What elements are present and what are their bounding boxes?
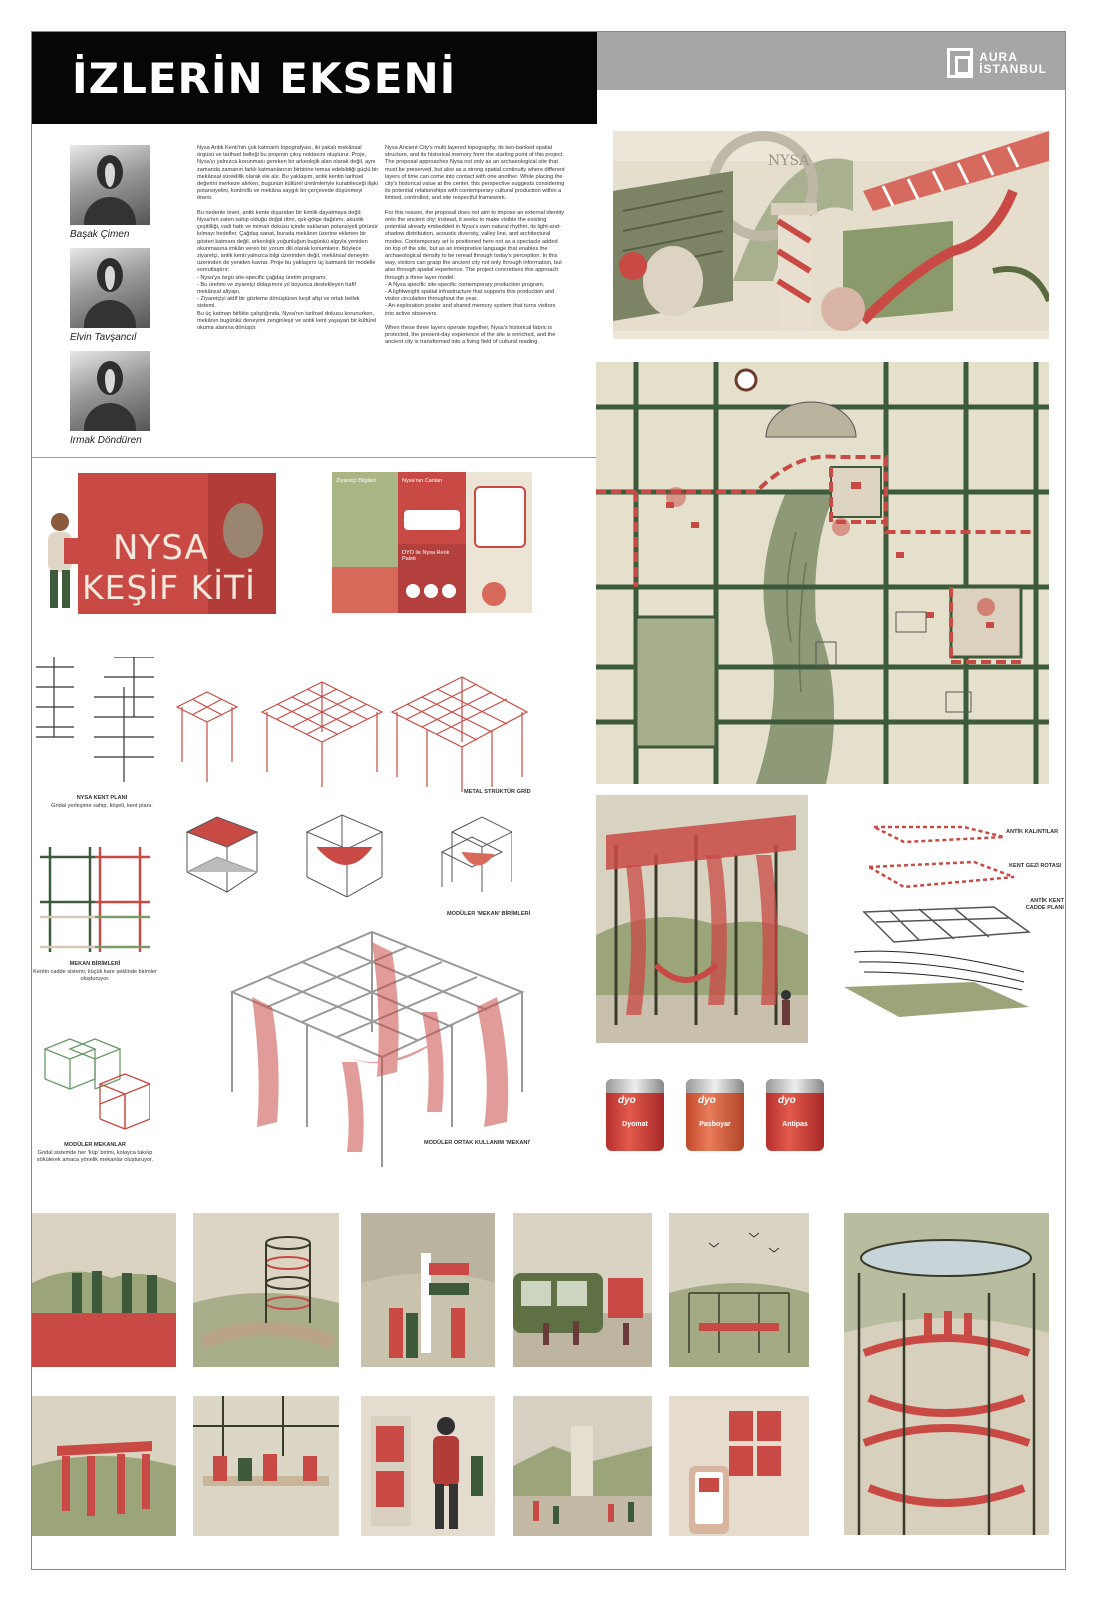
logo-band xyxy=(597,32,1066,90)
paint-can xyxy=(606,1079,664,1151)
moduler-mekanlar-title: MODÜLER MEKANLAR xyxy=(64,1142,126,1148)
paint-brand: dyo xyxy=(618,1095,636,1106)
logo-line-1: AURA xyxy=(979,50,1018,64)
moduler-mekanlar-desc: Gridal sistemde her 'küp' birimi, kolayca takılıp sökülerek amaca yönelik mekanlar oluşturuyor. xyxy=(36,1150,154,1163)
nysa-collage xyxy=(613,131,1049,339)
nysa-plan-diagram xyxy=(34,657,158,787)
kit-title-line-2: KEŞİF KİTİ xyxy=(82,568,256,607)
moduler-units-label: MODÜLER 'MEKAN' BİRİMLERİ xyxy=(447,911,531,917)
paint-brand: dyo xyxy=(698,1095,716,1106)
paint-name: Dyomat xyxy=(622,1121,648,1128)
paint-name: Pasboyar xyxy=(699,1121,731,1128)
collage-arch-text: NYSA xyxy=(768,153,810,169)
project-text-tr: Nysa Antik Kenti'nin çok katmanlı topografyası, iki yakalı mekânsal örgüsü ve tarihsel belleği bu projenin çıkış noktasını oluşturur. Proje, Nysa'yı yalnızca korunması gereken bir arkeolojik alan olarak değil, aynı zamanda zamanın farklı katmanlarının birbirine temas edebildiği güçlü bir mekânsal süreklilik olarak ele alır. Bu yaklaşım, antik kentin tarihsel değerini merkeze alırken, bugünün kültürel üretimleriyle kurabileceği ilişki potansiyelini, kontrollü ve mekâna saygılı bir çerçevede düşünmeyi önerir. Bu nedenle öneri, antik kente dışarıdan bir kimlik dayatmaya değil; Nysa'nın zaten sahip olduğu doğal ritmi, ışık-gölge dağılımı, akustik çeşitliliği, vadi hattı ve mimari dokusu içinde saklanan potansiyeli görünür kılmayı hedefler. Çağdaş sanat, burada mekânın üzerine eklenen bir gösteri katmanı değil, arkeolojik yoğunluğun bugünkü algıyla yeniden okunmasına imkân veren bir yorum dili olarak konumlanır. Böylece ziyaretçi, antik kenti yalnızca bilgi üzerinden değil, mekânsal deneyim üzerinden de yeniden kavrar. Proje bu yaklaşımı üç katmanlı bir modelle somutlaştırır: - Nysa'ya özgü site-specific çağdaş üretim programı, - Bu üretimi ve ziyaretçi dolaşımını yıl boyunca destekleyen hafif mekânsal altyapı, - Ziyaretçiyi aktif bir gözleme dönüştüren keşif afişi ve ortak bellek sistemi. Bu üç katman birlikte çalıştığında, Nysa'nın tarihsel dokusu korunurken, mekânın bugünkü deneyimi zenginleşir ve antik kent yaşayan bir kültürel okuma alanına dönüşür. xyxy=(197,145,379,332)
author-name: Elvin Tavşancıl xyxy=(70,332,137,343)
pavilion-illustration xyxy=(596,795,808,1043)
paint-can xyxy=(766,1079,824,1151)
brochure-panel-mid: Nysa'nın Canları xyxy=(402,478,443,484)
brochure-panel-left: Ziyaretçi Bilgileri xyxy=(336,478,377,484)
author-name: Irmak Döndüren xyxy=(70,435,142,446)
scene-illustration xyxy=(193,1213,339,1367)
paint-can xyxy=(686,1079,744,1151)
poster-board xyxy=(31,31,1066,1570)
aura-istanbul-logo xyxy=(947,46,1047,80)
avatar xyxy=(70,145,150,225)
scene-illustration xyxy=(669,1396,809,1536)
scene-illustration xyxy=(361,1213,495,1367)
scene-illustration-tall xyxy=(844,1213,1049,1535)
project-text-en: Nysa Ancient City's multi layered topography, its two-banked spatial structure, and its historical memory form the starting point of this project. The proposal approaches Nysa not only as an archaeological site that must be preserved, but also as a strong spatial continuity where different layers of time can come into contact with one another. While placing the city's historical value at the center, this perspective suggests considering its potential relationships with contemporary cultural production within a limited, controlled, and site respectful framework. For this reason, the proposal does not aim to impose an external identity onto the ancient city; instead, it seeks to make visible the existing potential already embedded in Nysa's own natural rhythm, its light-and-shadow distribution, acoustic diversity, valley line, and architectural modes. Contemporary art is positioned here not as a spectacle added on top of the site, but as an interpretive language that enables the archaeological density to be reread through today's perception. In this way, visitors can grasp the ancient city not only through information, but also through spatial experience. The project concretises this approach through a three layer model: - A Nysa specific site-specific contemporary production program, - A lightweight spatial infrastructure that supports this production and visitor circulation throughout the year, - An exploration poster and shared memory system that turns visitors into active observers. When these three layers operate together, Nysa's historical fabric is protected, the present-day experience of the site is enriched, and the ancient city is transformed into a living field of cultural reading. xyxy=(385,145,565,346)
brochure xyxy=(332,472,532,613)
brochure-panel-bottom: DYO ile Nysa Renk Paleti xyxy=(402,550,450,562)
scene-illustration xyxy=(32,1396,176,1536)
paint-name: Antipas xyxy=(782,1121,808,1128)
divider xyxy=(32,457,597,458)
site-map xyxy=(596,362,1049,784)
metal-grid-label: METAL STRÜKTÜR GRİD xyxy=(464,789,531,795)
layer-label: ANTİK KALINTILAR xyxy=(1006,829,1059,835)
nysa-plan-desc: Gridal yerleşime sahip, köşeli, kent planı. xyxy=(51,803,153,809)
page-title: İZLERİN EKSENİ xyxy=(72,54,457,103)
figure-illustration xyxy=(40,510,80,610)
layer-label: KENT GEZİ ROTASI xyxy=(1009,863,1062,869)
scene-illustration xyxy=(513,1396,652,1536)
moduler-mekanlar-diagram xyxy=(40,1034,150,1134)
kit-title-line-1: NYSA xyxy=(113,528,209,568)
metal-grid-diagram xyxy=(172,672,532,792)
scene-illustration xyxy=(193,1396,339,1536)
layer-label: ANTİK KENT CADDE PLANI xyxy=(1025,898,1064,911)
scene-illustration xyxy=(32,1213,176,1367)
kesif-kiti-cover xyxy=(78,473,276,614)
paint-brand: dyo xyxy=(778,1095,796,1106)
scene-illustration xyxy=(361,1396,495,1536)
moduler-units-diagram xyxy=(182,812,512,897)
avatar xyxy=(70,351,150,431)
scene-illustration xyxy=(513,1213,652,1367)
moduler-ortak-label: MODÜLER ORTAK KULLANIM 'MEKANI' xyxy=(424,1140,531,1146)
mekan-grid-diagram xyxy=(40,847,150,952)
mekan-title: MEKAN BİRİMLERİ xyxy=(69,961,121,967)
title-band xyxy=(32,32,597,124)
author-name: Başak Çimen xyxy=(70,229,130,240)
nysa-plan-title: NYSA KENT PLANI xyxy=(76,795,128,801)
layers-diagram xyxy=(844,822,1034,1017)
logo-line-2: İSTANBUL xyxy=(979,62,1047,76)
moduler-ortak-diagram xyxy=(222,912,532,1172)
mekan-desc: Kentin cadde sistemi, küçük kare şeklinde birimler oluşturuyor. xyxy=(33,969,157,982)
logo-mark-icon xyxy=(947,48,973,78)
avatar xyxy=(70,248,150,328)
scene-illustration xyxy=(669,1213,809,1367)
